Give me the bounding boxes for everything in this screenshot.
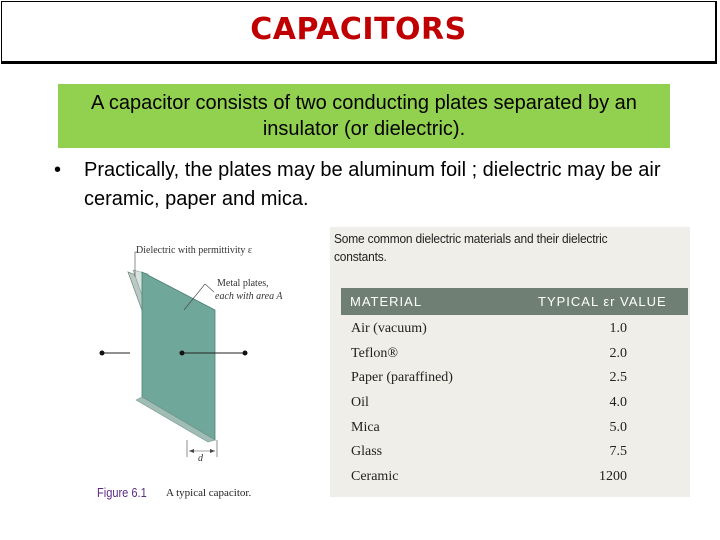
- table-row: [341, 417, 688, 442]
- table-header: [341, 288, 688, 315]
- value-cell: 2.5: [609, 370, 627, 386]
- d-label: d: [198, 453, 203, 464]
- plates-label-1: Metal plates,: [217, 278, 269, 289]
- material-cell: Air (vacuum): [351, 321, 427, 336]
- front-plate: [142, 272, 215, 440]
- plate-contact: [180, 351, 185, 356]
- value-cell: 7.5: [609, 444, 627, 460]
- material-cell: Glass: [351, 444, 383, 460]
- bullet-dot: •: [54, 159, 62, 181]
- definition-text: A capacitor consists of two conducting plates separated by an insulator (or dielectric).: [91, 92, 637, 140]
- plates-label-2: each with area A: [215, 291, 283, 302]
- table-row: [341, 318, 688, 343]
- capacitor-figure: [90, 232, 320, 507]
- table-rows: [341, 318, 688, 491]
- table-row: [341, 343, 688, 368]
- value-cell: 2.0: [609, 345, 627, 361]
- value-cell: 1200: [599, 469, 627, 485]
- right-terminal: [243, 351, 248, 356]
- table-row: [341, 441, 688, 466]
- table-row: [341, 392, 688, 417]
- dielectric-table: [330, 227, 690, 497]
- table-caption: Some common dielectric materials and their dielectric constants.: [334, 231, 608, 264]
- material-cell: Ceramic: [351, 469, 399, 485]
- definition-box: [58, 84, 670, 148]
- left-terminal: [100, 351, 105, 356]
- value-cell: 5.0: [609, 419, 627, 435]
- value-cell: 4.0: [609, 395, 627, 411]
- table-row: [341, 367, 688, 392]
- material-cell: Paper (paraffined): [351, 370, 453, 386]
- material-cell: Teflon®: [351, 345, 398, 361]
- title-box: [1, 1, 717, 64]
- figure-caption: A typical capacitor.: [166, 487, 252, 499]
- slide-title: CAPACITORS: [250, 12, 467, 47]
- plates-leader-2: [205, 284, 214, 292]
- figure-number: Figure 6.1: [97, 485, 147, 500]
- value-cell: 1.0: [609, 321, 627, 336]
- bullet-text: Practically, the plates may be aluminum foil ; dielectric may be air ceramic, paper and mica.: [84, 159, 661, 210]
- dielectric-label: Dielectric with permittivity ε: [136, 245, 253, 256]
- header-value: TYPICAL εr VALUE: [538, 294, 667, 309]
- material-cell: Mica: [351, 419, 380, 435]
- table-row: [341, 466, 688, 491]
- header-material: MATERIAL: [350, 294, 423, 309]
- material-cell: Oil: [351, 395, 369, 411]
- capacitor-diagram: [90, 232, 320, 507]
